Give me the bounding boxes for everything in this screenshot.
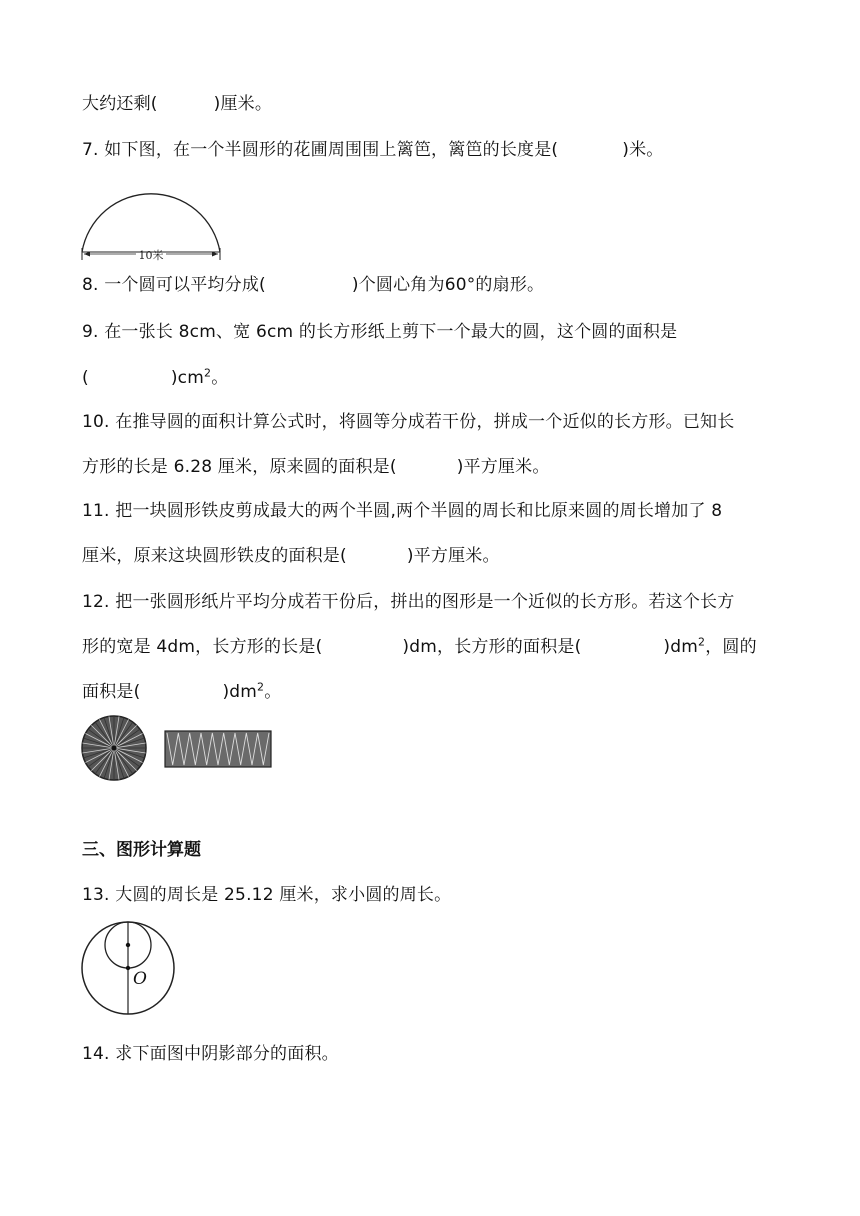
q9-question-line2 <box>82 366 228 390</box>
q12-sup-2: 2 <box>257 680 265 694</box>
q11-text-2a: 厘米，原来这块圆形铁皮的面积是( <box>82 546 347 566</box>
q12-text-2a: 形的宽是 4dm，长方形的长是( <box>82 637 323 657</box>
q9-text-c: )cm <box>170 368 204 388</box>
q7-fig-label: 10米 <box>138 249 164 262</box>
q7-semicircle-figure <box>78 180 228 264</box>
q14-text: 14. 求下面图中阴影部分的面积。 <box>82 1044 339 1064</box>
q9-sup: 2 <box>203 366 212 380</box>
q12-sectored-circle-figure <box>80 714 148 782</box>
q12-line2 <box>82 635 757 659</box>
q10-text-2a: 方形的长是 6.28 厘米，原来圆的面积是( <box>82 457 397 477</box>
q6-tail-line <box>82 92 272 116</box>
q6-tail-text: 大约还剩( <box>82 94 158 114</box>
q7-text-a: 7. 如下图，在一个半圆形的花圃周围围上篱笆，篱笆的长度是( <box>82 140 559 160</box>
q11-line1 <box>82 499 722 523</box>
q7-question <box>82 138 664 162</box>
q9-text-d: 。 <box>211 368 229 388</box>
q11-line2 <box>82 544 500 568</box>
q9-text-b: ( <box>82 368 89 388</box>
q8-text-b: )个圆心角为60°的扇形。 <box>351 275 545 295</box>
q8-text-a: 8. 一个圆可以平均分成( <box>82 275 266 295</box>
q12-text-2c: )dm <box>663 637 699 657</box>
q12-text-2d: ，圆的 <box>705 637 757 657</box>
q12-text-1: 12. 把一张圆形纸片平均分成若干份后，拼出的图形是一个近似的长方形。若这个长方 <box>82 592 735 612</box>
semicircle-arc <box>82 194 220 252</box>
q12-text-3c: 。 <box>264 682 282 702</box>
q6-tail-end: )厘米。 <box>213 94 273 114</box>
q7-text-b: )米。 <box>622 140 664 160</box>
q11-text-1: 11. 把一块圆形铁皮剪成最大的两个半圆,两个半圆的周长和比原来圆的周长增加了 8 <box>82 501 723 521</box>
q12-line1 <box>82 590 734 614</box>
q12-sup-1: 2 <box>698 635 706 649</box>
q12-line3 <box>82 680 281 704</box>
q13-circles-figure <box>80 922 178 1018</box>
q12-text-3b: )dm <box>222 682 258 702</box>
q11-text-2b: )平方厘米。 <box>406 546 500 566</box>
q8-question <box>82 273 544 297</box>
q10-line1 <box>82 410 734 434</box>
q10-text-1: 10. 在推导圆的面积计算公式时，将圆等分成若干份，拼成一个近似的长方形。已知长 <box>82 412 735 432</box>
q12-text-2b: )dm，长方形的面积是( <box>402 637 582 657</box>
q10-text-2b: )平方厘米。 <box>456 457 550 477</box>
q12-approx-rectangle-figure <box>164 730 272 768</box>
q12-text-3a: 面积是( <box>82 682 141 702</box>
q13-center-label: O <box>133 969 147 989</box>
q9-text-a: 9. 在一张长 8cm、宽 6cm 的长方形纸上剪下一个最大的圆，这个圆的面积是 <box>82 322 678 342</box>
q14-question <box>82 1042 339 1066</box>
q13-text: 13. 大圆的周长是 25.12 厘米，求小圆的周长。 <box>82 885 452 905</box>
q9-question-line1 <box>82 320 677 344</box>
section-3-title: 三、图形计算题 <box>82 840 201 860</box>
q10-line2 <box>82 455 550 479</box>
q13-question <box>82 883 451 907</box>
